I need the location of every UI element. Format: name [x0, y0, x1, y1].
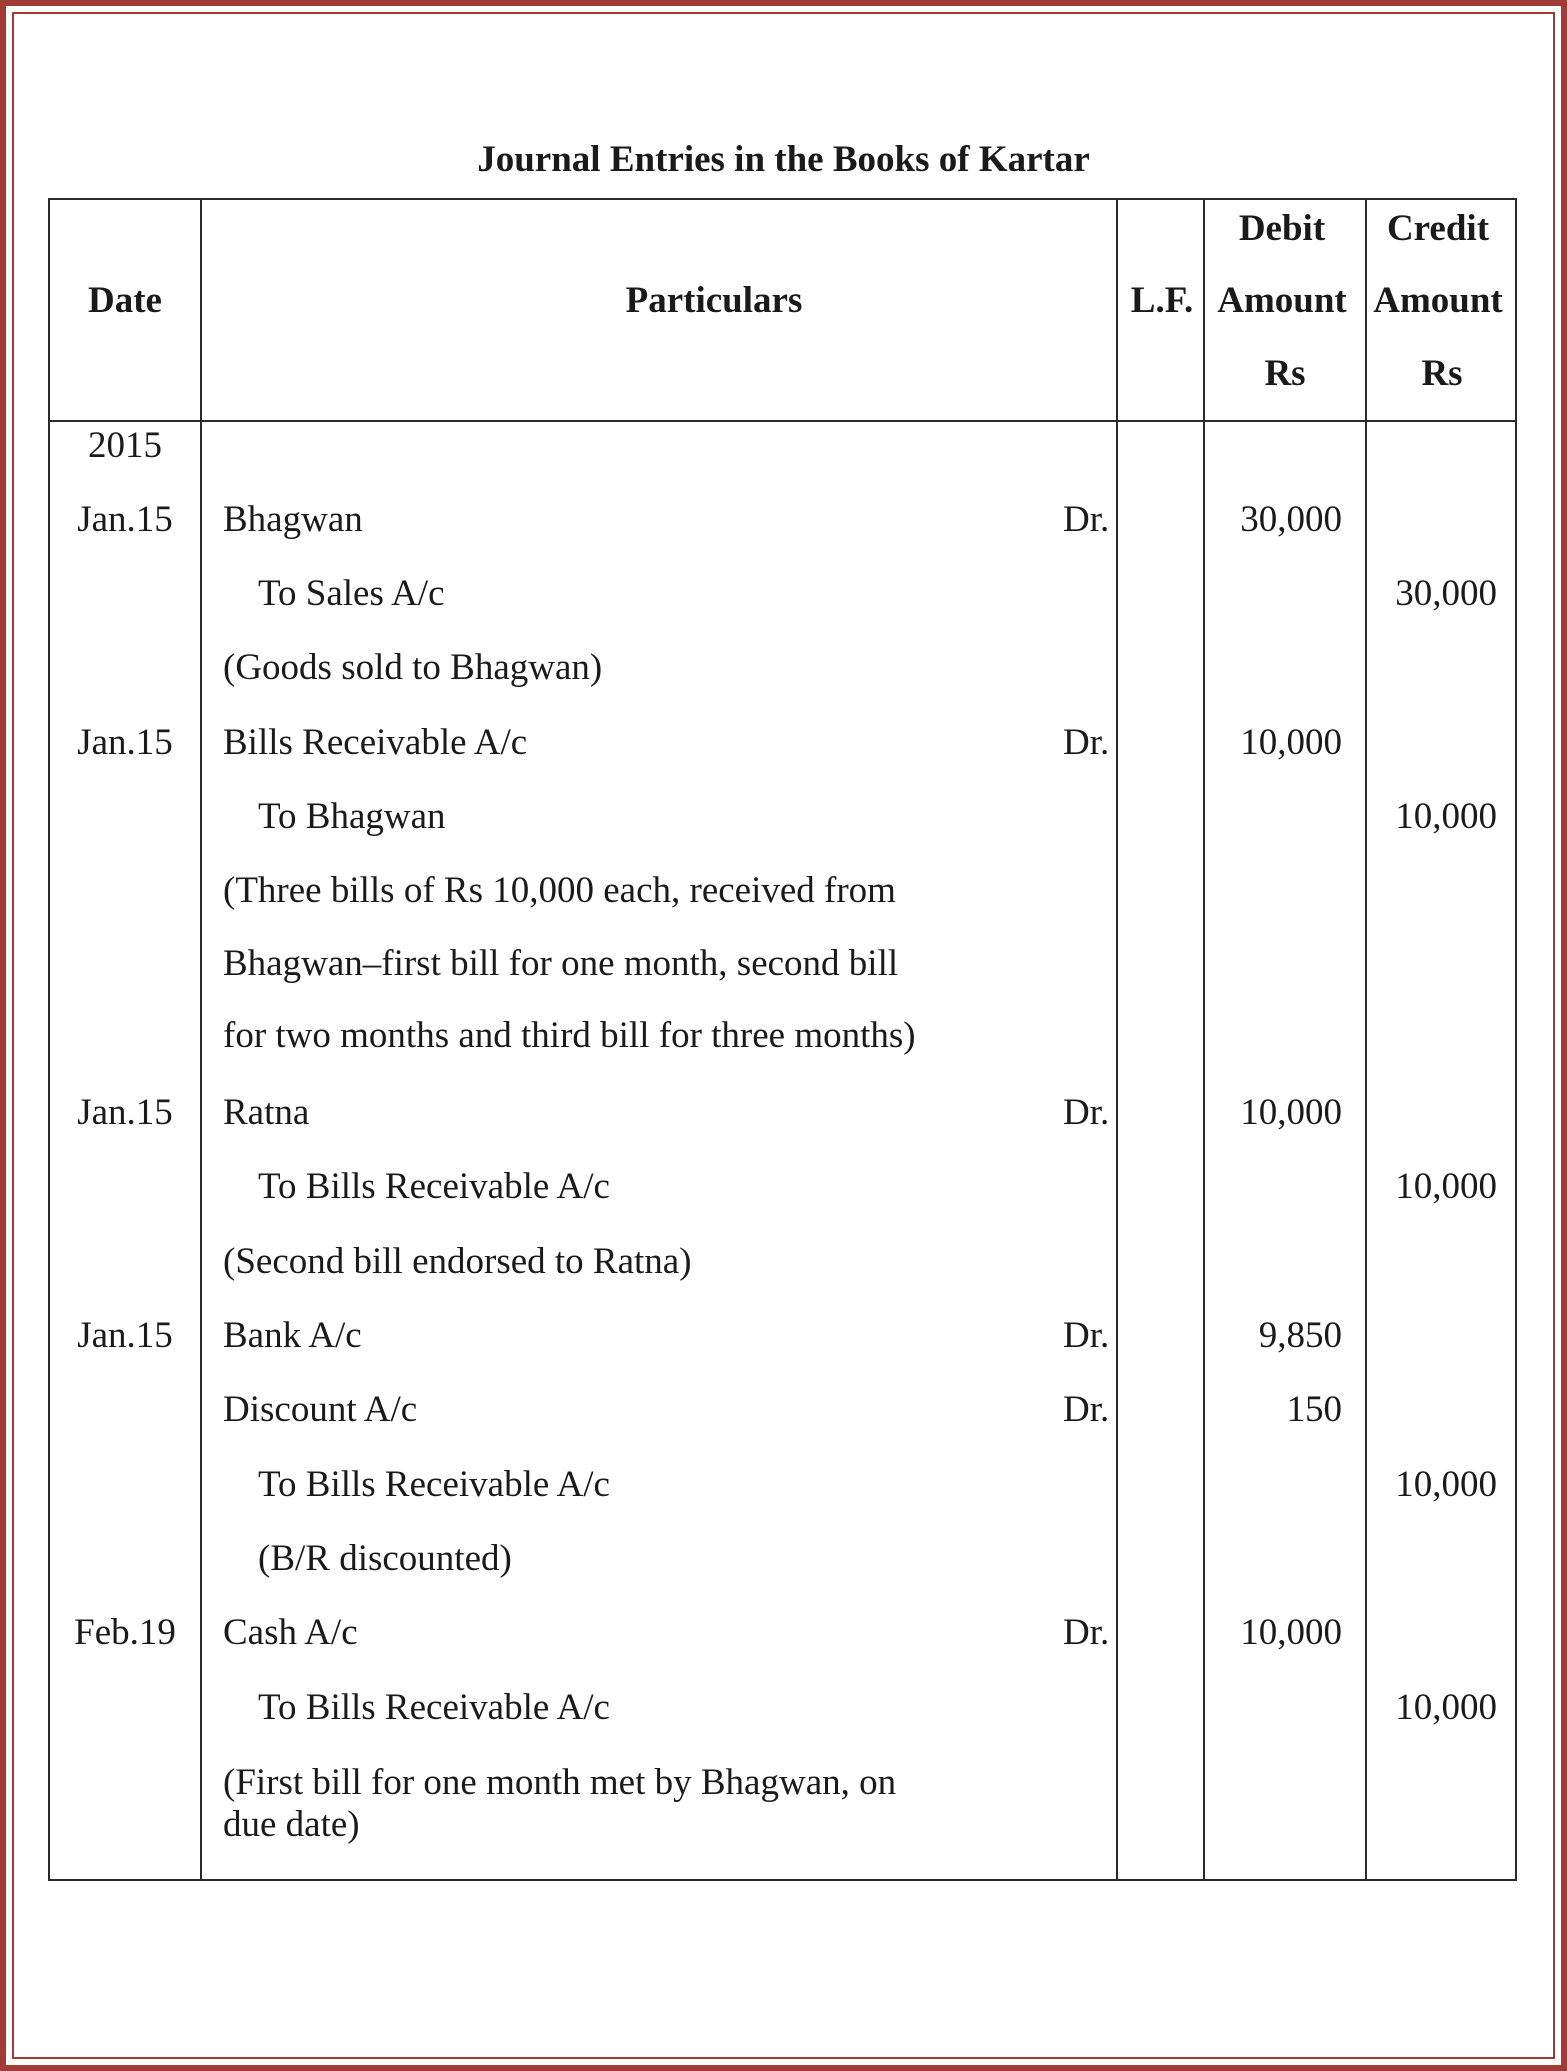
header-divider	[50, 420, 1515, 422]
row-particulars: Bhagwan	[223, 499, 363, 540]
row-debit: 10,000	[1240, 1612, 1342, 1653]
row-particulars: Discount A/c	[223, 1389, 418, 1430]
row-particulars: To Bhagwan	[258, 796, 446, 837]
row-credit: 10,000	[1395, 1464, 1497, 1505]
journal-table	[48, 198, 1517, 1881]
row-narration: for two months and third bill for three months)	[223, 1015, 916, 1056]
row-dr-marker: Dr.	[1063, 1612, 1110, 1653]
row-credit: 10,000	[1395, 1166, 1497, 1207]
row-dr-marker: Dr.	[1063, 1092, 1110, 1133]
header-particulars: Particulars	[625, 280, 803, 321]
row-date: Jan.15	[77, 1092, 173, 1133]
row-dr-marker: Dr.	[1063, 499, 1110, 540]
header-debit-line3: Rs	[1264, 353, 1306, 394]
row-narration: (Goods sold to Bhagwan)	[223, 647, 603, 688]
page-title: Journal Entries in the Books of Kartar	[477, 139, 1090, 180]
row-date: Jan.15	[77, 499, 173, 540]
row-narration: (B/R discounted)	[258, 1538, 512, 1579]
row-dr-marker: Dr.	[1063, 1315, 1110, 1356]
row-debit: 30,000	[1240, 499, 1342, 540]
row-credit: 10,000	[1395, 796, 1497, 837]
header-debit-line2: Amount	[1217, 280, 1347, 321]
year-label: 2015	[88, 425, 162, 466]
header-lf: L.F.	[1130, 280, 1194, 321]
row-narration: (Three bills of Rs 10,000 each, received from	[223, 870, 896, 911]
row-particulars: Bills Receivable A/c	[223, 722, 528, 763]
header-credit-line1: Credit	[1386, 208, 1490, 249]
row-particulars: To Bills Receivable A/c	[258, 1464, 610, 1505]
row-debit: 150	[1286, 1389, 1342, 1430]
column-divider-lf	[1203, 200, 1205, 1879]
header-credit-line2: Amount	[1373, 280, 1503, 321]
row-debit: 10,000	[1240, 1092, 1342, 1133]
row-date: Jan.15	[77, 722, 173, 763]
column-divider-date	[200, 200, 202, 1879]
row-debit: 10,000	[1240, 722, 1342, 763]
row-dr-marker: Dr.	[1063, 722, 1110, 763]
row-particulars: Cash A/c	[223, 1612, 358, 1653]
header-date: Date	[88, 280, 162, 321]
row-date: Jan.15	[77, 1315, 173, 1356]
row-debit: 9,850	[1258, 1315, 1342, 1356]
row-particulars: Bank A/c	[223, 1315, 362, 1356]
header-credit-line3: Rs	[1421, 353, 1463, 394]
row-narration: Bhagwan–first bill for one month, second bill	[223, 943, 899, 984]
row-dr-marker: Dr.	[1063, 1389, 1110, 1430]
row-credit: 30,000	[1395, 573, 1497, 614]
row-particulars: To Bills Receivable A/c	[258, 1687, 610, 1728]
column-divider-debit	[1365, 200, 1367, 1879]
row-particulars: Ratna	[223, 1092, 310, 1133]
row-credit: 10,000	[1395, 1687, 1497, 1728]
row-particulars: To Sales A/c	[258, 573, 445, 614]
row-particulars: To Bills Receivable A/c	[258, 1166, 610, 1207]
row-narration: (Second bill endorsed to Ratna)	[223, 1241, 692, 1282]
row-date: Feb.19	[74, 1612, 176, 1653]
header-debit-line1: Debit	[1238, 208, 1326, 249]
column-divider-particulars	[1116, 200, 1118, 1879]
row-narration: (First bill for one month met by Bhagwan, on due date)	[223, 1762, 897, 1845]
